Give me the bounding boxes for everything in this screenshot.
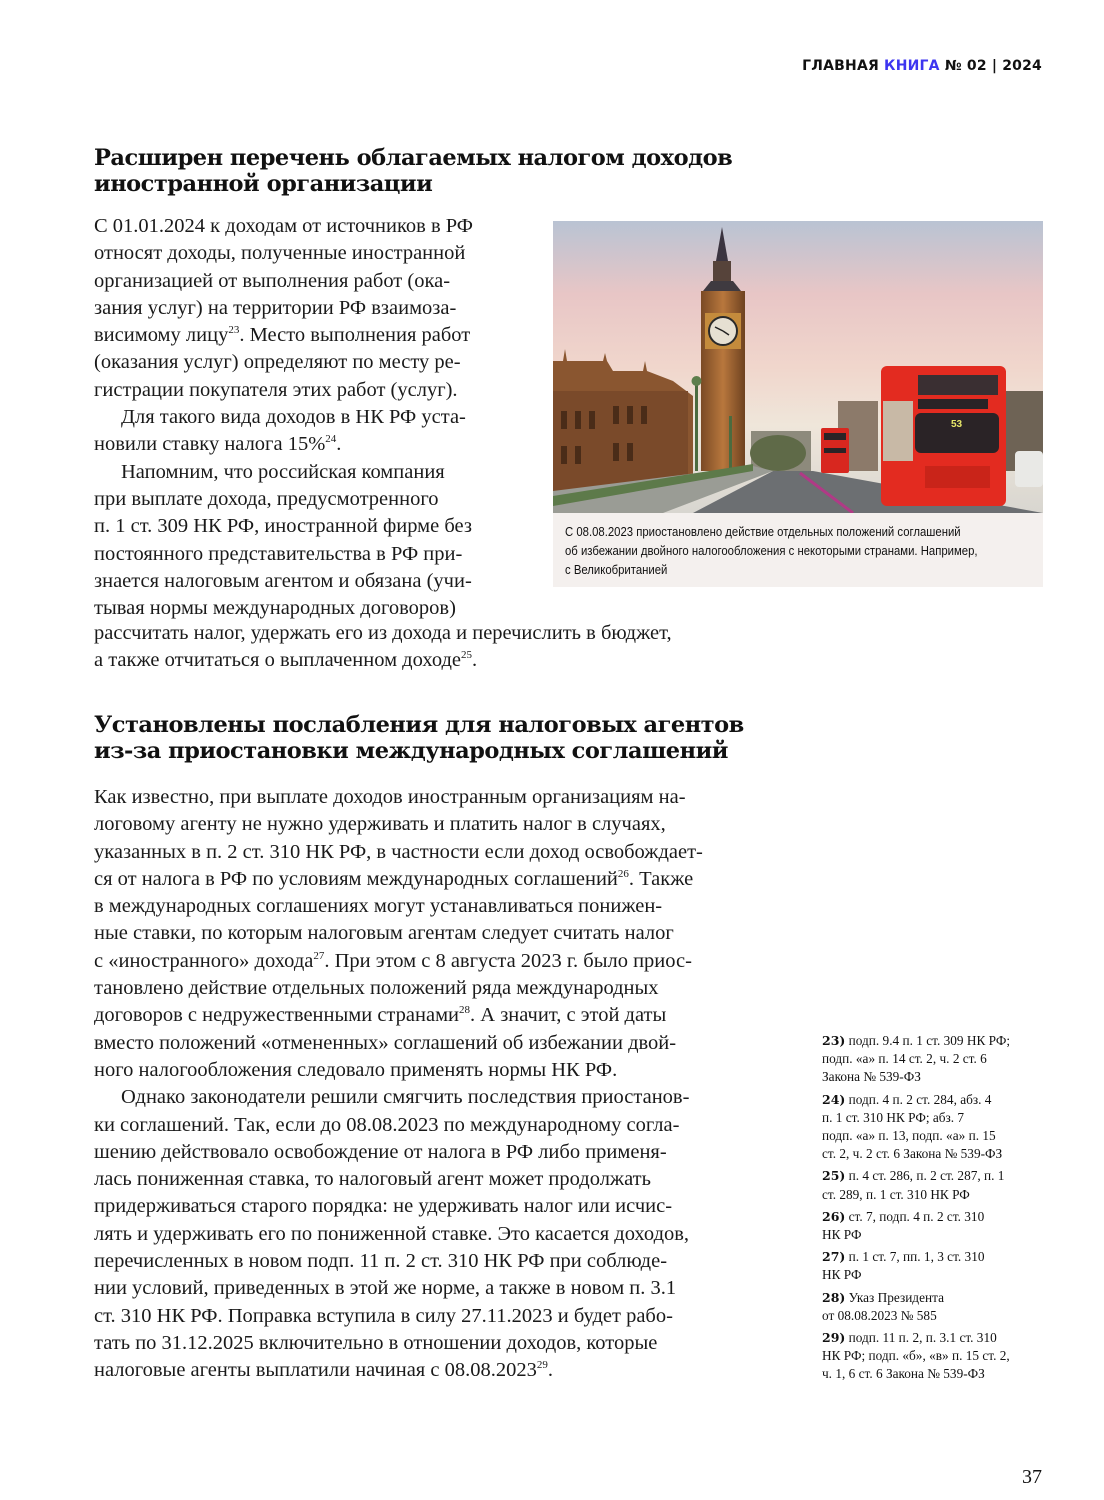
footnote-23: 23) подп. 9.4 п. 1 ст. 309 НК РФ; подп. «а» п. 14 ст. 2, ч. 2 ст. 6 Закона № 539-ФЗ	[822, 1033, 1011, 1085]
text-line: договоров с недружественными странами$^{28}$. А значит, с этой даты	[94, 1004, 667, 1027]
text-line: тановлено действие отдельных положений ряда международных	[94, 977, 659, 1000]
text-line: указанных в п. 2 ст. 310 НК РФ, в частности если доход освобождает-	[94, 840, 703, 863]
running-header	[802, 58, 1042, 74]
footnote-27: 27) п. 1 ст. 7, пп. 1, 3 ст. 310 НК РФ	[822, 1249, 985, 1283]
brand-name-accent: КНИГА	[884, 58, 940, 74]
text-line: гистрации покупателя этих работ (услуг).	[94, 378, 458, 401]
footnote-ref-26[interactable]: 26	[617, 868, 629, 881]
text-line: тать по 31.12.2025 включительно в отношении доходов, которые	[94, 1331, 658, 1354]
text-line: организацией от выполнения работ (ока-	[94, 269, 451, 292]
footnotes	[822, 1032, 1057, 1388]
caption-line: С 08.08.2023 приостановлено действие отдельных положений соглашений	[565, 525, 961, 539]
footnote-ref-27[interactable]: 27	[313, 949, 325, 962]
text-line: шению действовало освобождение от налога в РФ либо применя-	[94, 1140, 667, 1163]
text-line: ки соглашений. Так, если до 08.08.2023 по международному согла-	[94, 1113, 680, 1136]
text-line: лять и удерживать его по пониженной ставке. Это касается доходов,	[94, 1222, 690, 1245]
text-line: постоянного представительства в РФ при-	[94, 542, 463, 565]
heading-line: Установлены послабления для налоговых агентов	[94, 712, 744, 738]
text-line: нии условий, приведенных в этой же норме, а также в новом п. 3.1	[94, 1277, 677, 1300]
text-line: висимому лицу$^{23}$. Место выполнения работ	[94, 324, 471, 347]
text-line: ные ставки, по которым налоговым агентам следует считать налог	[94, 922, 674, 945]
text-line: вместо положений «отмененных» соглашений об избежании двой-	[94, 1031, 677, 1054]
text-line: п. 1 ст. 309 НК РФ, иностранной фирме без	[94, 515, 472, 538]
text-line: Однако законодатели решили смягчить последствия приостанов-	[121, 1086, 690, 1109]
photo-big-ben-buses	[553, 221, 1043, 513]
text-line: в международных соглашениях могут устанавливаться понижен-	[94, 895, 663, 918]
text-line: Как известно, при выплате доходов иностранным организациям на-	[94, 786, 686, 808]
footnote-24: 24) подп. 4 п. 2 ст. 284, абз. 4 п. 1 ст. 310 НК РФ; абз. 7 подп. «а» п. 13, подп. «а» п. 15 ст. 2, ч. 2 ст. 6 Закона № 539-ФЗ	[822, 1091, 1003, 1162]
footnote-ref-28[interactable]: 28	[459, 1004, 471, 1017]
text-line: при выплате дохода, предусмотренного	[94, 487, 439, 510]
page-number: 37	[1022, 1466, 1042, 1488]
footnote-ref-29[interactable]: 29	[536, 1359, 548, 1372]
text-line: Напомним, что российская компания	[121, 460, 445, 483]
text-line: ся от налога в РФ по условиям международных соглашений$^{26}$. Также	[94, 867, 694, 890]
london-scene-illustration	[553, 221, 1043, 513]
footnote-26: 26) ст. 7, подп. 4 п. 2 ст. 310 НК РФ	[822, 1208, 985, 1243]
text-line: перечисленных в новом подп. 11 п. 2 ст. 310 НК РФ при соблюде-	[94, 1250, 668, 1273]
text-line: ст. 310 НК РФ. Поправка вступила в силу 27.11.2023 и будет рабо-	[94, 1304, 673, 1327]
heading-line: из-за приостановки международных соглашений	[94, 738, 728, 764]
text-line: лась пониженная ставка, то налоговый агент может продолжать	[94, 1168, 651, 1191]
heading-line: иностранной организации	[94, 171, 433, 197]
caption-line: с Великобританией	[565, 563, 668, 577]
photo-figure	[553, 221, 1043, 587]
text-line: а также отчитаться о выплаченном доходе$^{25}$.	[94, 649, 478, 672]
footnote-ref-24[interactable]: 24	[325, 433, 337, 446]
text-line: Для такого вида доходов в НК РФ уста-	[121, 406, 466, 429]
section-heading-2	[94, 712, 794, 764]
section1-body-narrow	[94, 213, 524, 622]
photo-caption	[565, 523, 1035, 580]
footnote-ref-23[interactable]: 23	[228, 324, 240, 337]
footnote-ref-25[interactable]: 25	[461, 649, 473, 662]
text-line: логовому агенту не нужно удерживать и платить налог в случаях,	[94, 813, 666, 836]
bus-route-number: 53	[951, 419, 963, 430]
caption-line: об избежании двойного налогообложения с некоторыми странами. Например,	[565, 544, 978, 558]
footnote-25: 25) п. 4 ст. 286, п. 2 ст. 287, п. 1 ст. 289, п. 1 ст. 310 НК РФ	[822, 1168, 1005, 1202]
text-line: (оказания услуг) определяют по месту ре-	[94, 351, 461, 374]
text-line: новили ставку налога 15%$^{24}$.	[94, 433, 342, 456]
brand-name: ГЛАВНАЯ	[802, 58, 879, 74]
text-line: относят доходы, полученные иностранной	[94, 242, 466, 265]
heading-line: Расширен перечень облагаемых налогом доходов	[94, 145, 733, 171]
footnote-29: 29) подп. 11 п. 2, п. 3.1 ст. 310 НК РФ; подп. «б», «в» п. 15 ст. 2, ч. 1, 6 ст. 6 Закона № 539-ФЗ	[822, 1330, 1010, 1382]
section1-body-wide	[94, 620, 784, 675]
text-line: ного налогообложения следовало применять нормы НК РФ.	[94, 1058, 618, 1081]
text-line: знается налоговым агентом и обязана (учи-	[94, 569, 472, 592]
footnote-28: 28) Указ Президента от 08.08.2023 № 585	[822, 1289, 944, 1323]
text-line: зания услуг) на территории РФ взаимоза-	[94, 296, 457, 319]
text-line: рассчитать налог, удержать его из дохода и перечислить в бюджет,	[94, 622, 672, 644]
text-line: налоговые агенты выплатили начиная с 08.08.2023$^{29}$.	[94, 1359, 553, 1382]
section2-body	[94, 784, 774, 1385]
text-line: С 01.01.2024 к доходам от источников в РФ	[94, 215, 473, 237]
issue-number: № 02 | 2024	[944, 58, 1042, 74]
text-line: придерживаться старого порядка: не удерживать налог или исчис-	[94, 1195, 673, 1218]
section-heading-1	[94, 145, 794, 197]
text-line: с «иностранного» дохода$^{27}$. При этом с 8 августа 2023 г. было приос-	[94, 949, 692, 972]
text-line: тывая нормы международных договоров)	[94, 597, 456, 620]
